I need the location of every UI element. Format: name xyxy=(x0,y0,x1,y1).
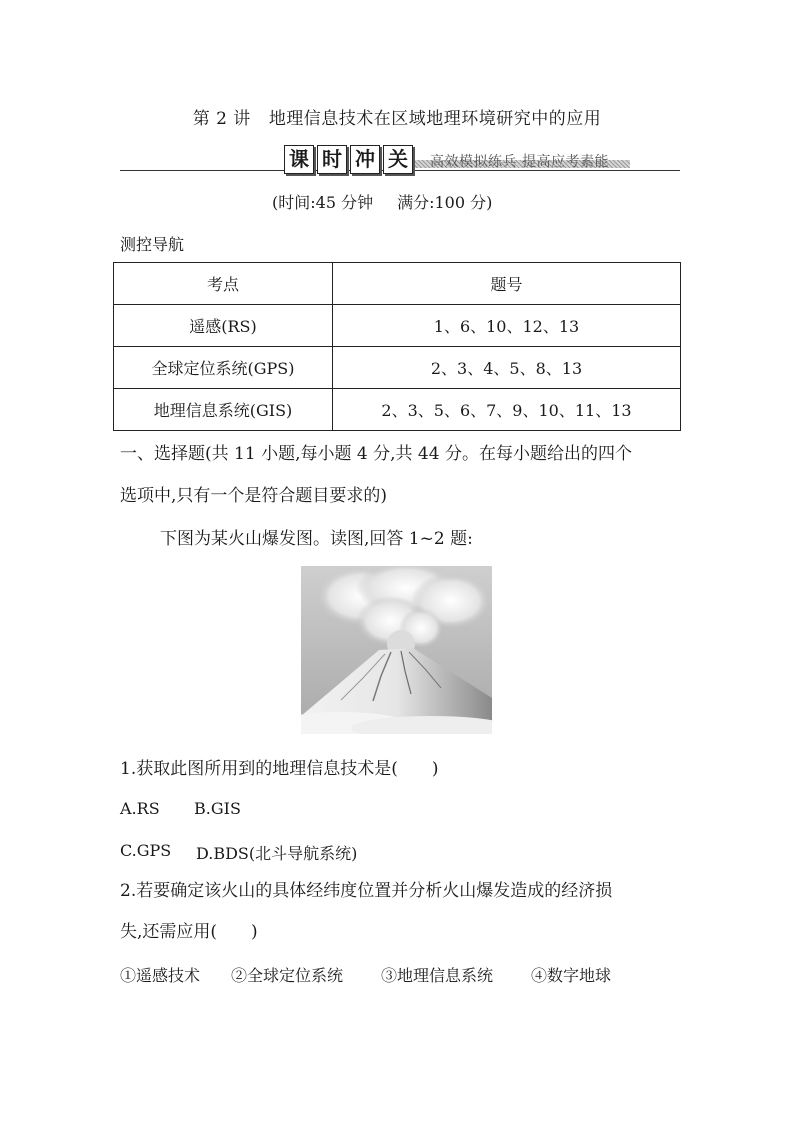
q1-option-b: B.GIS xyxy=(194,799,241,818)
q2-choice-4: ④数字地球 xyxy=(531,966,612,985)
cell-question-numbers: 1、6、10、12、13 xyxy=(333,305,681,347)
lesson-number: 第 2 讲 xyxy=(192,109,251,129)
q2-choice-2: ②全球定位系统 xyxy=(231,966,344,985)
q2-choice-1: ①遥感技术 xyxy=(120,966,201,985)
header-topic: 考点 xyxy=(114,263,333,305)
q1-option-d: D.BDS(北斗导航系统) xyxy=(196,844,358,863)
nav-title: 测控导航 xyxy=(120,235,185,254)
q1-option-a: A.RS xyxy=(120,799,160,818)
lesson-title xyxy=(0,104,794,129)
cell-question-numbers: 2、3、4、5、8、13 xyxy=(333,347,681,389)
table-header-row xyxy=(114,263,681,305)
cell-topic: 遥感(RS) xyxy=(114,305,333,347)
header-question-numbers: 题号 xyxy=(333,263,681,305)
table-row xyxy=(114,389,681,431)
volcano-photo xyxy=(301,566,492,734)
badge-char: 关 xyxy=(383,145,413,174)
section-heading-line1: 一、选择题(共 11 小题,每小题 4 分,共 44 分。在每小题给出的四个 xyxy=(120,444,632,464)
full-score: 满分:100 分) xyxy=(397,193,493,212)
badge-char: 课 xyxy=(284,145,314,174)
cell-topic: 全球定位系统(GPS) xyxy=(114,347,333,389)
nav-table xyxy=(113,262,681,431)
q1-option-c: C.GPS xyxy=(120,841,172,860)
volcano-image xyxy=(301,566,492,734)
question-2-stem-line2: 失,还需应用( ) xyxy=(120,922,258,942)
section-heading-line2: 选项中,只有一个是符合题目要求的) xyxy=(120,486,388,506)
slogan: 高效模拟练兵 提高应考素能 xyxy=(430,154,609,170)
section-badge xyxy=(284,145,416,174)
badge-char: 冲 xyxy=(350,145,380,174)
question-1-stem: 1.获取此图所用到的地理信息技术是( ) xyxy=(120,759,439,779)
question-2-stem-line1: 2.若要确定该火山的具体经纬度位置并分析火山爆发造成的经济损 xyxy=(120,881,613,901)
badge-char: 时 xyxy=(317,145,347,174)
figure-intro: 下图为某火山爆发图。读图,回答 1~2 题: xyxy=(160,529,473,549)
table-row xyxy=(114,305,681,347)
q2-choice-3: ③地理信息系统 xyxy=(381,966,494,985)
exam-info xyxy=(272,190,492,213)
cell-topic: 地理信息系统(GIS) xyxy=(114,389,333,431)
table-row xyxy=(114,347,681,389)
lesson-name: 地理信息技术在区域地理环境研究中的应用 xyxy=(268,109,602,129)
time-limit: (时间:45 分钟 xyxy=(272,193,374,212)
cell-question-numbers: 2、3、5、6、7、9、10、11、13 xyxy=(333,389,681,431)
